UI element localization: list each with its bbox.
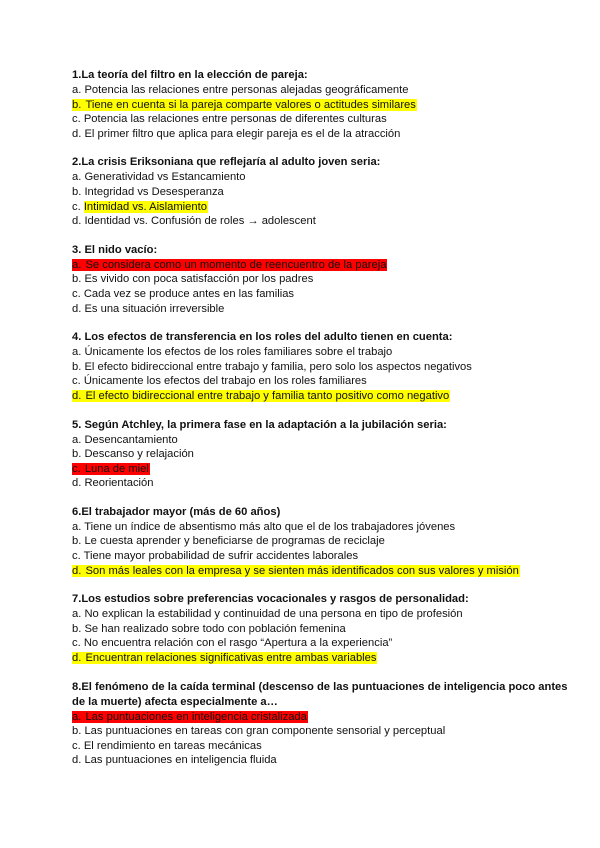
option-letter: a. xyxy=(72,710,85,723)
answer-option xyxy=(72,258,572,273)
option-letter: d. xyxy=(72,564,85,577)
option-letter: c. xyxy=(72,637,84,650)
option-text: Las puntuaciones en inteligencia fluida xyxy=(84,754,277,767)
option-letter: b. xyxy=(72,273,85,286)
option-text: Encuentran relaciones significativas entre ambas variables xyxy=(85,652,377,665)
answer-option xyxy=(72,214,572,229)
option-letter: c. xyxy=(72,462,84,475)
option-text: Es una situación irreversible xyxy=(84,302,225,315)
question-title: 6.El trabajador mayor (más de 60 años) xyxy=(72,505,281,518)
option-text: Tiene en cuenta si la pareja comparte valores o actitudes similares xyxy=(85,98,416,111)
option-letter: d. xyxy=(72,389,85,402)
option-text: No encuentra relación con el rasgo “Apertura a la experiencia” xyxy=(83,637,393,650)
answer-option xyxy=(72,447,572,462)
option-text: Las puntuaciones en tareas con gran componente sensorial y perceptual xyxy=(84,725,446,738)
answer-option xyxy=(72,112,572,127)
answer-option xyxy=(72,724,572,739)
answer-option xyxy=(72,374,572,389)
question-block xyxy=(72,68,572,141)
option-letter: c. xyxy=(72,375,84,388)
option-text: Generatividad vs Estancamiento xyxy=(84,171,246,184)
answer-option xyxy=(72,520,572,535)
option-letter: a. xyxy=(72,433,85,446)
option-text: Identidad vs. Confusión de roles → adolescent xyxy=(84,215,316,228)
answer-option xyxy=(72,710,572,725)
answer-option xyxy=(72,753,572,768)
option-text: Reorientación xyxy=(84,477,154,490)
option-text: El efecto bidireccional entre trabajo y familia, pero solo los aspectos negativos xyxy=(84,360,472,373)
option-text: Intimidad vs. Aislamiento xyxy=(83,200,207,213)
answer-option xyxy=(72,345,572,360)
question-block xyxy=(72,155,572,228)
option-letter: b. xyxy=(72,98,85,111)
answer-option xyxy=(72,534,572,549)
question-block xyxy=(72,243,572,316)
option-letter: d. xyxy=(72,754,85,767)
option-letter: b. xyxy=(72,360,85,373)
option-letter: d. xyxy=(72,652,85,665)
answer-option xyxy=(72,287,572,302)
option-letter: d. xyxy=(72,477,85,490)
answer-option xyxy=(72,462,572,477)
answer-option xyxy=(72,476,572,491)
answer-option xyxy=(72,636,572,651)
question-title: 1.La teoría del filtro en la elección de pareja: xyxy=(72,69,308,81)
answer-option xyxy=(72,83,572,98)
question-block xyxy=(72,680,572,768)
question-title: 7.Los estudios sobre preferencias vocacionales y rasgos de personalidad: xyxy=(72,593,469,606)
answer-option xyxy=(72,98,572,113)
option-letter: d. xyxy=(72,127,85,140)
option-text: No explican la estabilidad y continuidad de una persona en tipo de profesión xyxy=(84,608,463,621)
option-text: Únicamente los efectos del trabajo en los roles familiares xyxy=(83,375,367,388)
question-title: 8.El fenómeno de la caída terminal (descenso de las puntuaciones de inteligencia poco antes de la muerte) afecta especialmente a… xyxy=(72,680,568,708)
answer-option xyxy=(72,200,572,215)
answer-option xyxy=(72,302,572,317)
question-title: 3. El nido vacío: xyxy=(72,243,158,256)
question-title: 2.La crisis Eriksoniana que reflejaría al adulto joven seria: xyxy=(72,156,381,169)
option-letter: b. xyxy=(72,185,85,198)
option-text: Cada vez se produce antes en las familias xyxy=(83,287,295,300)
option-letter: a. xyxy=(72,84,85,96)
option-letter: a. xyxy=(72,171,85,184)
answer-option xyxy=(72,433,572,448)
option-text: Es vivido con poca satisfacción por los padres xyxy=(84,273,314,286)
answer-option xyxy=(72,389,572,404)
option-letter: a. xyxy=(72,520,85,533)
question-block xyxy=(72,592,572,665)
option-letter: c. xyxy=(72,550,84,563)
option-letter: a. xyxy=(72,346,85,359)
option-letter: b. xyxy=(72,725,85,738)
option-text: Las puntuaciones en inteligencia cristalizada xyxy=(85,710,307,723)
answer-option xyxy=(72,622,572,637)
question-block xyxy=(72,330,572,403)
document-page xyxy=(72,68,572,782)
answer-option xyxy=(72,549,572,564)
option-letter: b. xyxy=(72,622,85,635)
option-text: El primer filtro que aplica para elegir pareja es el de la atracción xyxy=(84,127,401,140)
answer-option xyxy=(72,272,572,287)
answer-option xyxy=(72,127,572,142)
answer-option xyxy=(72,564,572,579)
option-text: Son más leales con la empresa y se sienten más identificados con sus valores y misión xyxy=(85,564,519,577)
option-text: Potencia las relaciones entre personas alejadas geográficamente xyxy=(84,84,409,96)
answer-option xyxy=(72,360,572,375)
answer-option xyxy=(72,651,572,666)
answer-option xyxy=(72,607,572,622)
question-title: 4. Los efectos de transferencia en los roles del adulto tienen en cuenta: xyxy=(72,331,453,344)
option-text: El rendimiento en tareas mecánicas xyxy=(83,739,262,752)
option-text: Se considera como un momento de reencuentro de la pareja xyxy=(85,258,387,271)
option-text: El efecto bidireccional entre trabajo y familia tanto positivo como negativo xyxy=(85,389,450,402)
option-text: Únicamente los efectos de los roles familiares sobre el trabajo xyxy=(84,346,393,359)
option-text: Potencia las relaciones entre personas de diferentes culturas xyxy=(83,113,387,126)
answer-option xyxy=(72,739,572,754)
option-text: Se han realizado sobre todo con población femenina xyxy=(84,622,346,635)
option-text: Tiene mayor probabilidad de sufrir accidentes laborales xyxy=(83,550,359,563)
option-letter: c. xyxy=(72,113,84,126)
answer-option xyxy=(72,170,572,185)
answer-option xyxy=(72,185,572,200)
option-letter: c. xyxy=(72,739,84,752)
option-letter: c. xyxy=(72,200,84,213)
option-letter: b. xyxy=(72,448,85,461)
option-text: Tiene un índice de absentismo más alto que el de los trabajadores jóvenes xyxy=(84,520,456,533)
option-letter: d. xyxy=(72,215,85,228)
question-block xyxy=(72,505,572,578)
option-letter: b. xyxy=(72,535,85,548)
option-letter: a. xyxy=(72,258,85,271)
option-letter: a. xyxy=(72,608,85,621)
question-block xyxy=(72,418,572,491)
option-text: Integridad vs Desesperanza xyxy=(84,185,224,198)
question-title: 5. Según Atchley, la primera fase en la adaptación a la jubilación seria: xyxy=(72,418,447,431)
option-text: Desencantamiento xyxy=(84,433,178,446)
option-text: Le cuesta aprender y beneficiarse de programas de reciclaje xyxy=(84,535,385,548)
option-text: Luna de miel xyxy=(84,462,149,475)
option-letter: c. xyxy=(72,287,84,300)
option-text: Descanso y relajación xyxy=(84,448,194,461)
option-letter: d. xyxy=(72,302,85,315)
